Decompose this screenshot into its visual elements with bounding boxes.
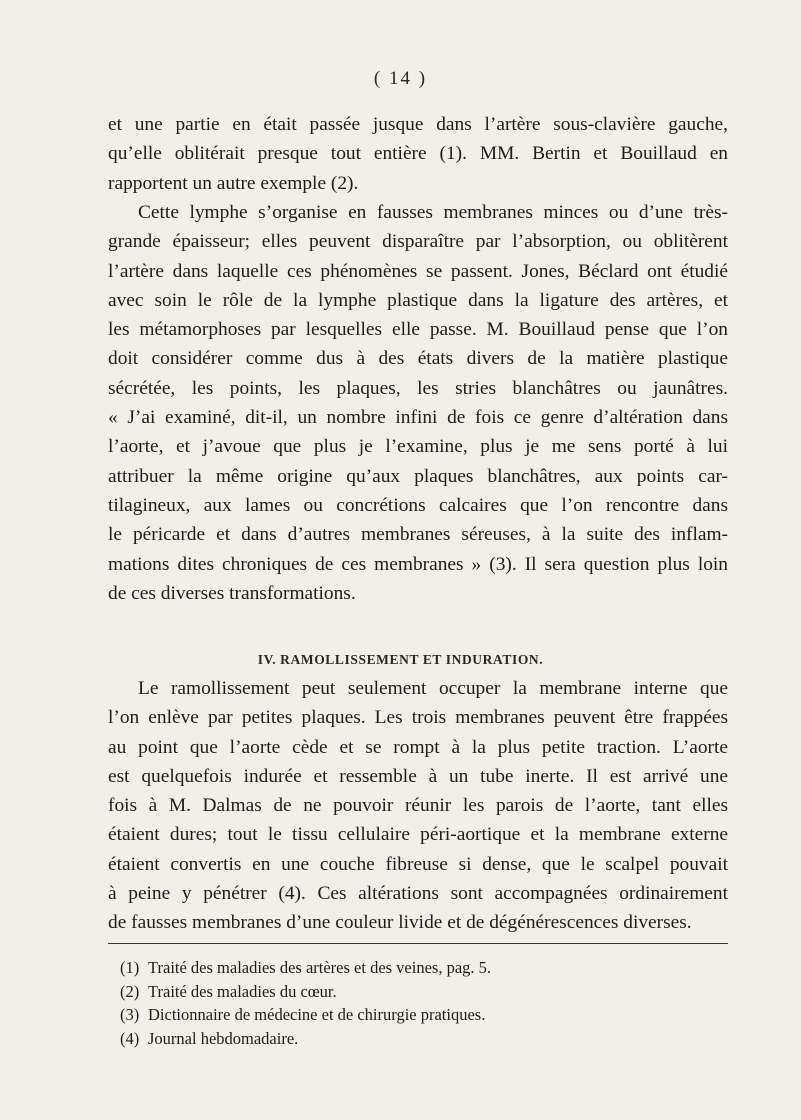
text-line: étaient convertis en une couche fibreuse si dense, que le scalpel pouvait (108, 853, 728, 875)
footnote (120, 1027, 720, 1051)
footnote-mark: (3) (120, 1005, 140, 1024)
footnote (120, 980, 720, 1004)
paragraph (108, 110, 728, 198)
footnote-text: Dictionnaire de médecine et de chirurgie pratiques. (148, 1005, 486, 1024)
text-line: le péricarde et dans d’autres membranes séreuses, à la suite des inflam- (108, 524, 728, 546)
page-number: ( 14 ) (373, 68, 428, 89)
text-line: doit considérer comme dus à des états divers de la matière plastique (108, 348, 728, 370)
section-heading: IV. RAMOLLISSEMENT ET INDURATION. (257, 652, 544, 667)
footnote-mark: (4) (120, 1028, 140, 1048)
footnote-mark: (1) (120, 958, 140, 977)
text-line: et une partie en était passée jusque dans l’artère sous-clavière gauche, (108, 114, 728, 135)
text-line: rapportent un autre exemple (2). (108, 172, 359, 194)
footnote-mark: (2) (120, 981, 140, 1001)
footnote-text: Journal hebdomadaire. (148, 1028, 299, 1048)
text-line: fois à M. Dalmas de ne pouvoir réunir les parois de l’aorte, tant elles (108, 795, 728, 817)
text-line: qu’elle oblitérait presque tout entière (1). MM. Bertin et Bouillaud en (108, 143, 728, 165)
paragraph (108, 674, 728, 938)
text-line: mations dites chroniques de ces membranes » (3). Il sera question plus loin (108, 553, 728, 575)
text-line: l’artère dans laquelle ces phénomènes se passent. Jones, Béclard ont étudié (108, 260, 728, 282)
text-line: avec soin le rôle de la lymphe plastique dans la ligature des artères, et (108, 289, 728, 311)
footnote-divider (108, 943, 728, 944)
footnote (120, 956, 720, 980)
text-line: Le ramollissement peut seulement occuper la membrane interne que (138, 678, 728, 699)
footnote-text: Traité des maladies des artères et des veines, pag. 5. (148, 958, 492, 977)
text-line: Cette lymphe s’organise en fausses membranes minces ou d’une très- (138, 202, 728, 223)
footnote (120, 1003, 720, 1027)
paragraph-continuation (108, 110, 728, 198)
paragraph (108, 198, 728, 608)
text-line: étaient dures; tout le tissu cellulaire péri-aortique et la membrane externe (108, 824, 728, 846)
text-line: de fausses membranes d’une couleur livide et de dégénérescences diverses. (108, 912, 692, 934)
text-line: grande épaisseur; elles peuvent disparaître par l’absorption, ou oblitèrent (108, 231, 728, 253)
text-line: l’on enlève par petites plaques. Les trois membranes peuvent être frappées (108, 707, 728, 729)
text-line: les métamorphoses par lesquelles elle passe. M. Bouillaud pense que l’on (108, 319, 728, 341)
text-line: tilagineux, aux lames ou concrétions calcaires que l’on rencontre dans (108, 494, 728, 516)
footnotes (120, 956, 720, 1050)
text-line: sécrétée, les points, les plaques, les stries blanchâtres ou jaunâtres. (108, 377, 728, 399)
text-line: de ces diverses transformations. (108, 582, 356, 604)
text-line: au point que l’aorte cède et se rompt à la plus petite traction. L’aorte (108, 736, 728, 758)
paragraph-softening (108, 674, 728, 938)
footnote-text: Traité des maladies du cœur. (148, 981, 337, 1001)
text-line: attribuer la même origine qu’aux plaques blanchâtres, aux points car- (108, 465, 728, 487)
text-line: est quelquefois indurée et ressemble à un tube inerte. Il est arrivé une (108, 765, 728, 787)
text-line: l’aorte, et j’avoue que plus je l’examine, plus je me sens porté à lui (108, 436, 728, 458)
text-line: « J’ai examiné, dit-il, un nombre infini de fois ce genre d’altération dans (108, 407, 728, 429)
text-line: à peine y pénétrer (4). Ces altérations sont accompagnées ordinairement (108, 883, 728, 905)
paragraph-lymph (108, 198, 728, 608)
